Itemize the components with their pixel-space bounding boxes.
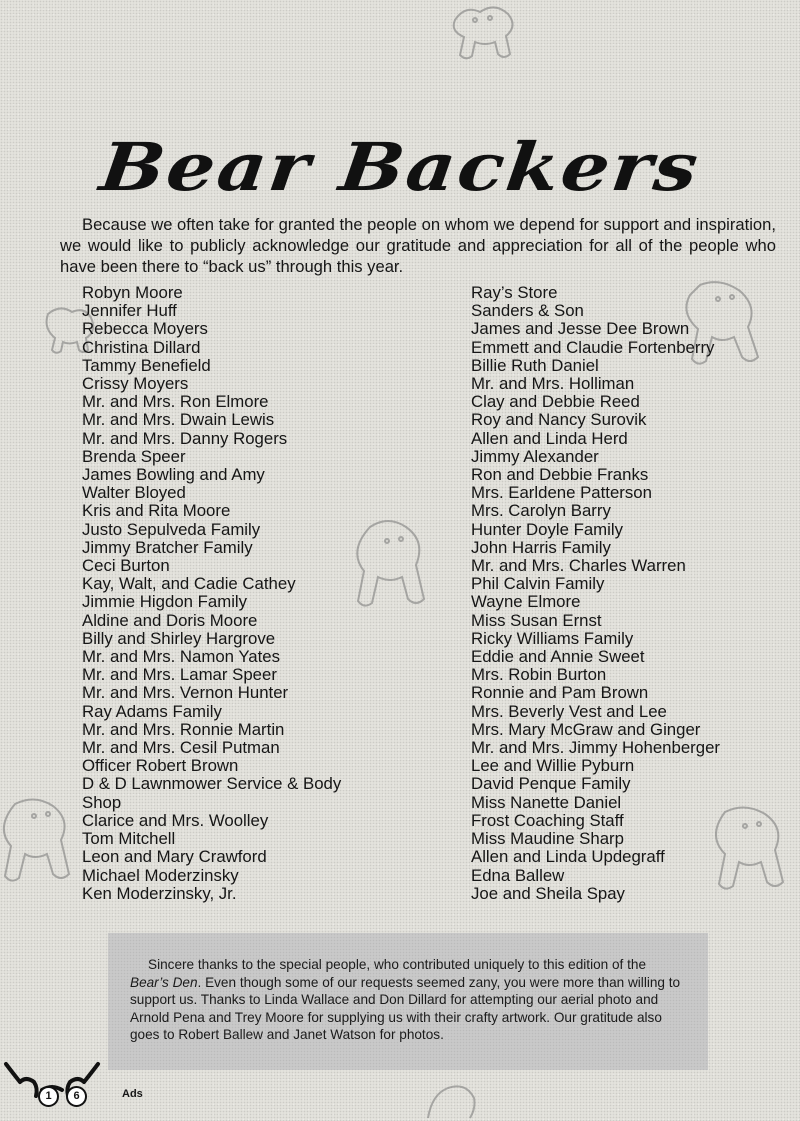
list-item: Ray’s Store — [471, 283, 558, 302]
section-label: Ads — [122, 1088, 143, 1100]
list-item: Ken Moderzinsky, Jr. — [82, 883, 237, 903]
list-item: Mr. and Mrs. Lamar Speer — [82, 665, 277, 685]
list-item: Miss Maudine Sharp — [471, 829, 624, 849]
list-item: Mr. and Mrs. Ron Elmore — [82, 392, 269, 412]
list-item: Billy and Shirley Hargrove — [82, 628, 276, 648]
list-item: Allen and Linda Updegraff — [471, 847, 665, 867]
list-item: Robyn Moore — [82, 283, 183, 302]
list-item: Clarice and Mrs. Woolley — [82, 810, 269, 830]
list-item: Mr. and Mrs. Cesil Putman — [82, 738, 280, 758]
backers-list-left — [82, 284, 382, 903]
list-item: Clay and Debbie Reed — [471, 392, 640, 412]
list-item: Mrs. Beverly Vest and Lee — [471, 701, 667, 721]
list-item: Mr. and Mrs. Holliman — [471, 374, 635, 394]
list-item: Jimmie Higdon Family — [82, 592, 248, 612]
list-item: Mr. and Mrs. Charles Warren — [471, 556, 686, 576]
list-item: James and Jesse Dee Brown — [471, 319, 690, 339]
list-item: Brenda Speer — [82, 446, 186, 466]
list-item: Christina Dillard — [82, 337, 201, 357]
list-item: Mr. and Mrs. Vernon Hunter — [82, 683, 289, 703]
note-after: . Even though some of our requests seemed zany, you were more than willing to support us. Thanks to Linda Wallace and Don Dillard for attempting our aerial photo and Arnold Pena and Trey Moore for supplying us with their crafty artwork. Our gratitude also goes to Robert Ballew and Janet Watson for photos. — [130, 974, 681, 1043]
list-item: Mr. and Mrs. Jimmy Hohenberger — [471, 738, 720, 758]
list-item: Frost Coaching Staff — [471, 810, 624, 830]
list-item: Jimmy Bratcher Family — [82, 537, 253, 557]
list-item: Roy and Nancy Surovik — [471, 410, 647, 430]
list-item: Mrs. Carolyn Barry — [471, 501, 611, 521]
page-number-digit: 6 — [66, 1086, 87, 1107]
list-item: Tammy Benefield — [82, 355, 211, 375]
list-item: Phil Calvin Family — [471, 574, 605, 594]
acknowledgement-text — [130, 956, 686, 1044]
list-item: John Harris Family — [471, 537, 611, 557]
list-item: Rebecca Moyers — [82, 319, 208, 339]
list-item: Mrs. Robin Burton — [471, 665, 607, 685]
list-item: David Penque Family — [471, 774, 631, 794]
list-item: Ron and Debbie Franks — [471, 465, 649, 485]
list-item: Ray Adams Family — [82, 701, 222, 721]
list-item: Michael Moderzinsky — [82, 865, 239, 885]
list-item: Tom Mitchell — [82, 829, 176, 849]
bear-icon — [420, 1078, 480, 1121]
list-item: Walter Bloyed — [82, 483, 186, 503]
list-item: James Bowling and Amy — [82, 465, 265, 485]
list-item: Mrs. Earldene Patterson — [471, 483, 652, 503]
page-number-digit: 1 — [38, 1086, 59, 1107]
list-item: Mrs. Mary McGraw and Ginger — [471, 719, 701, 739]
bear-icon — [0, 790, 85, 900]
list-item: Wayne Elmore — [471, 592, 581, 612]
list-item: Mr. and Mrs. Danny Rogers — [82, 428, 288, 448]
list-item: Allen and Linda Herd — [471, 428, 628, 448]
list-item: D & D Lawnmower Service & Body Shop — [82, 774, 342, 812]
list-item: Leon and Mary Crawford — [82, 847, 267, 867]
list-item: Mr. and Mrs. Dwain Lewis — [82, 410, 275, 430]
list-item: Emmett and Claudie Fortenberry — [471, 337, 715, 357]
list-item: Hunter Doyle Family — [471, 519, 624, 539]
publication-title: Bear’s Den — [130, 974, 198, 990]
backers-list-right — [471, 284, 761, 903]
list-item: Miss Susan Ernst — [471, 610, 602, 630]
list-item: Miss Nanette Daniel — [471, 792, 622, 812]
list-item: Eddie and Annie Sweet — [471, 647, 645, 667]
list-item: Kris and Rita Moore — [82, 501, 231, 521]
list-item: Mr. and Mrs. Namon Yates — [82, 647, 281, 667]
list-item: Sanders & Son — [471, 301, 584, 321]
bear-icon — [445, 0, 525, 80]
list-item: Edna Ballew — [471, 865, 565, 885]
list-item: Crissy Moyers — [82, 374, 189, 394]
intro-paragraph: Because we often take for granted the people on whom we depend for support and inspiration, we would like to publicly acknowledge our gratitude and appreciation for all of the people who have been there to “back us” through this year. — [60, 215, 776, 276]
list-item: Jimmy Alexander — [471, 446, 599, 466]
list-item: Ricky Williams Family — [471, 628, 634, 648]
list-item: Kay, Walt, and Cadie Cathey — [82, 574, 296, 594]
list-item: Jennifer Huff — [82, 301, 177, 321]
list-item: Mr. and Mrs. Ronnie Martin — [82, 719, 285, 739]
list-item: Billie Ruth Daniel — [471, 355, 599, 375]
list-item: Justo Sepulveda Family — [82, 519, 261, 539]
list-item: Aldine and Doris Moore — [82, 610, 258, 630]
list-item: Lee and Willie Pyburn — [471, 756, 635, 776]
page-title: Bear Backers — [95, 128, 705, 206]
list-item: Joe and Sheila Spay — [471, 883, 625, 903]
list-item: Ronnie and Pam Brown — [471, 683, 649, 703]
list-item: Officer Robert Brown — [82, 756, 239, 776]
list-item: Ceci Burton — [82, 556, 170, 576]
note-before: Sincere thanks to the special people, who contributed uniquely to this edition of the — [148, 957, 647, 972]
